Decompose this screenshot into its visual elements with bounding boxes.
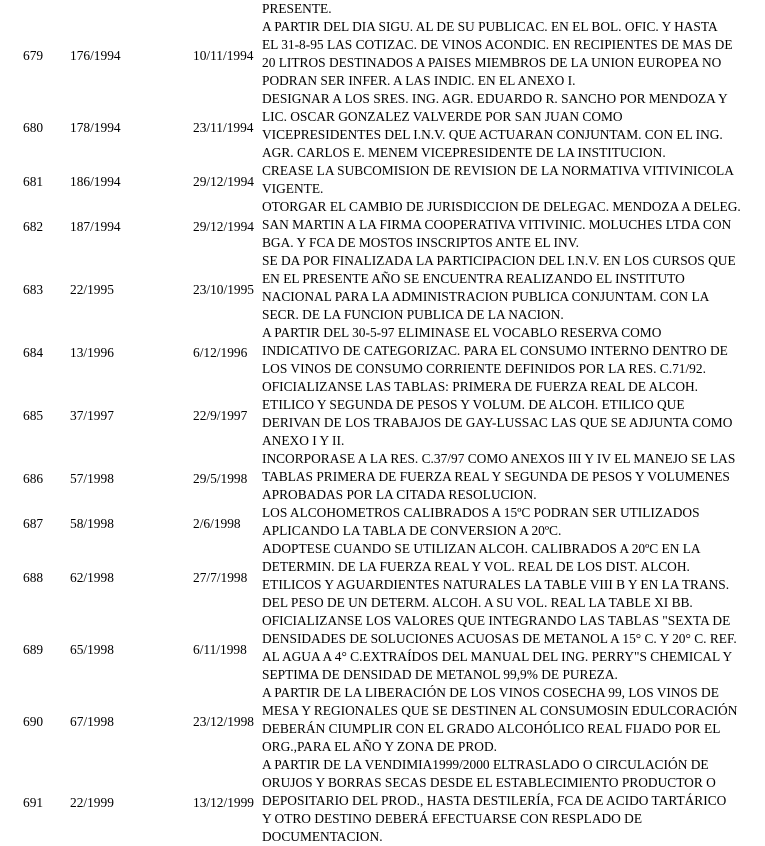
resolution-date: 29/12/1994 (193, 174, 255, 189)
resolution-number: 22/1995 (70, 282, 114, 297)
description-line: EL 31-8-95 LAS COTIZAC. DE VINOS ACONDIC. EN RECIPIENTES DE MAS DE (262, 37, 733, 52)
description-line: VIGENTE. (262, 181, 324, 196)
record-number: 683 (23, 282, 44, 297)
description-line: OTORGAR EL CAMBIO DE JURISDICCION DE DELEGAC. MENDOZA A DELEG. (262, 199, 741, 214)
description-line: SAN MARTIN A LA FIRMA COOPERATIVA VITIVINIC. MOLUCHES LTDA CON (262, 217, 732, 232)
record-number: 691 (23, 795, 44, 810)
description-line: Y OTRO DESTINO DEBERÁ EFECTUARSE CON RESPLADO DE (262, 811, 643, 826)
record-number: 686 (23, 471, 44, 486)
record-number: 689 (23, 642, 44, 657)
resolution-number: 65/1998 (70, 642, 114, 657)
record-number: 682 (23, 219, 44, 234)
description-line: AGR. CARLOS E. MENEM VICEPRESIDENTE DE LA INSTITUCION. (262, 145, 666, 160)
resolution-date: 27/7/1998 (193, 570, 248, 585)
description-line: ADOPTESE CUANDO SE UTILIZAN ALCOH. CALIBRADOS A 20ºC EN LA (262, 541, 701, 556)
description-line: PODRAN SER INFER. A LAS INDIC. EN EL ANEXO I. (262, 73, 576, 88)
resolution-date: 6/11/1998 (193, 642, 247, 657)
description-line: DEPOSITARIO DEL PROD., HASTA DESTILERÍA, FCA DE ACIDO TARTÁRICO (262, 793, 727, 808)
description-line: DENSIDADES DE SOLUCIONES ACUOSAS DE METANOL A 15° C. Y 20° C. REF. (262, 631, 737, 646)
description-line: ETILICO Y SEGUNDA DE PESOS Y VOLUM. DE ALCOH. ETILICO QUE (262, 397, 685, 412)
description-line: LOS VINOS DE CONSUMO CORRIENTE DEFINIDOS POR LA RES. C.71/92. (262, 361, 706, 376)
resolution-number: 62/1998 (70, 570, 114, 585)
description-line: TABLAS PRIMERA DE FUERZA REAL Y SEGUNDA DE PESOS Y VOLUMENES (262, 469, 730, 484)
description-line: ANEXO I Y II. (262, 433, 345, 448)
description-line: DEL PESO DE UN DETERM. ALCOH. A SU VOL. REAL LA TABLE XI BB. (262, 595, 693, 610)
description-line: LOS ALCOHOMETROS CALIBRADOS A 15ºC PODRAN SER UTILIZADOS (262, 505, 700, 520)
description-line: 20 LITROS DESTINADOS A PAISES MIEMBROS DE LA UNION EUROPEA NO (262, 55, 722, 70)
description-line: VICEPRESIDENTES DEL I.N.V. QUE ACTUARAN CONJUNTAM. CON EL ING. (262, 127, 723, 142)
record-number: 688 (23, 570, 44, 585)
carryover-text: PRESENTE. (262, 1, 332, 16)
resolution-number: 67/1998 (70, 714, 114, 729)
description-line: OFICIALIZANSE LAS TABLAS: PRIMERA DE FUERZA REAL DE ALCOH. (262, 379, 699, 394)
resolution-date: 29/5/1998 (193, 471, 248, 486)
resolution-number: 176/1994 (70, 48, 121, 63)
description-line: INDICATIVO DE CATEGORIZAC. PARA EL CONSUMO INTERNO DENTRO DE (262, 343, 728, 358)
description-line: DETERMIN. DE LA FUERZA REAL Y VOL. REAL DE LOS DIST. ALCOH. (262, 559, 690, 574)
resolution-number: 22/1999 (70, 795, 114, 810)
record-number: 685 (23, 408, 44, 423)
resolution-number: 186/1994 (70, 174, 121, 189)
resolution-date: 13/12/1999 (193, 795, 255, 810)
record-number: 681 (23, 174, 44, 189)
description-line: AL AGUA A 4° C.EXTRAÍDOS DEL MANUAL DEL ING. PERRY"S CHEMICAL Y (262, 649, 733, 664)
description-line: OFICIALIZANSE LOS VALORES QUE INTEGRANDO LAS TABLAS "SEXTA DE (262, 613, 731, 628)
resolution-number: 178/1994 (70, 120, 121, 135)
description-line: A PARTIR DEL 30-5-97 ELIMINASE EL VOCABLO RESERVA COMO (262, 325, 662, 340)
resolution-date: 22/9/1997 (193, 408, 248, 423)
resolution-number: 58/1998 (70, 516, 114, 531)
resolution-number: 187/1994 (70, 219, 121, 234)
resolution-date: 29/12/1994 (193, 219, 255, 234)
description-line: CREASE LA SUBCOMISION DE REVISION DE LA NORMATIVA VITIVINICOLA (262, 163, 734, 178)
record-number: 680 (23, 120, 44, 135)
description-line: DESIGNAR A LOS SRES. ING. AGR. EDUARDO R. SANCHO POR MENDOZA Y (262, 91, 728, 106)
description-line: LIC. OSCAR GONZALEZ VALVERDE POR SAN JUAN COMO (262, 109, 623, 124)
record-number: 684 (23, 345, 44, 360)
description-line: DEBERÁN CIUMPLIR CON EL GRADO ALCOHÓLICO REAL FIJADO POR EL (262, 721, 721, 736)
resolution-date: 2/6/1998 (193, 516, 241, 531)
description-line: APLICANDO LA TABLA DE CONVERSION A 20ºC. (262, 523, 562, 538)
description-line: INCORPORASE A LA RES. C.37/97 COMO ANEXOS III Y IV EL MANEJO SE LAS (262, 451, 736, 466)
resolution-date: 23/12/1998 (193, 714, 255, 729)
resolution-date: 6/12/1996 (193, 345, 248, 360)
resolution-date: 23/11/1994 (193, 120, 254, 135)
description-line: APROBADAS POR LA CITADA RESOLUCION. (262, 487, 537, 502)
description-line: EN EL PRESENTE AÑO SE ENCUENTRA REALIZANDO EL INSTITUTO (262, 271, 685, 286)
record-number: 687 (23, 516, 44, 531)
resolution-number: 37/1997 (70, 408, 114, 423)
resolution-date: 23/10/1995 (193, 282, 255, 297)
description-line: ETILICOS Y AGUARDIENTES NATURALES LA TABLE VIII B Y EN LA TRANS. (262, 577, 730, 592)
description-line: SECR. DE LA FUNCION PUBLICA DE LA NACION. (262, 307, 564, 322)
description-line: BGA. Y FCA DE MOSTOS INSCRIPTOS ANTE EL INV. (262, 235, 579, 250)
description-line: ORG.,PARA EL AÑO Y ZONA DE PROD. (262, 739, 497, 754)
description-line: A PARTIR DE LA LIBERACIÓN DE LOS VINOS COSECHA 99, LOS VINOS DE (262, 685, 719, 700)
description-line: DERIVAN DE LOS TRABAJOS DE GAY-LUSSAC LAS QUE SE ADJUNTA COMO (262, 415, 733, 430)
resolution-number: 13/1996 (70, 345, 114, 360)
description-line: SE DA POR FINALIZADA LA PARTICIPACION DEL I.N.V. EN LOS CURSOS QUE (262, 253, 736, 268)
description-line: ORUJOS Y BORRAS SECAS DESDE EL ESTABLECIMIENTO PRODUCTOR O (262, 775, 716, 790)
description-line: SEPTIMA DE DENSIDAD DE METANOL 99,9% DE PUREZA. (262, 667, 618, 682)
description-line: DOCUMENTACION. (262, 829, 383, 844)
description-line: NACIONAL PARA LA ADMINISTRACION PUBLICA CONJUNTAM. CON LA (262, 289, 710, 304)
record-number: 679 (23, 48, 44, 63)
description-line: MESA Y REGIONALES QUE SE DESTINEN AL CONSUMOSIN EDULCORACIÓN (262, 703, 738, 718)
resolution-number: 57/1998 (70, 471, 114, 486)
description-line: A PARTIR DEL DIA SIGU. AL DE SU PUBLICAC. EN EL BOL. OFIC. Y HASTA (262, 19, 718, 34)
resolution-date: 10/11/1994 (193, 48, 254, 63)
description-line: A PARTIR DE LA VENDIMIA1999/2000 ELTRASLADO O CIRCULACIÓN DE (262, 757, 709, 772)
record-number: 690 (23, 714, 44, 729)
